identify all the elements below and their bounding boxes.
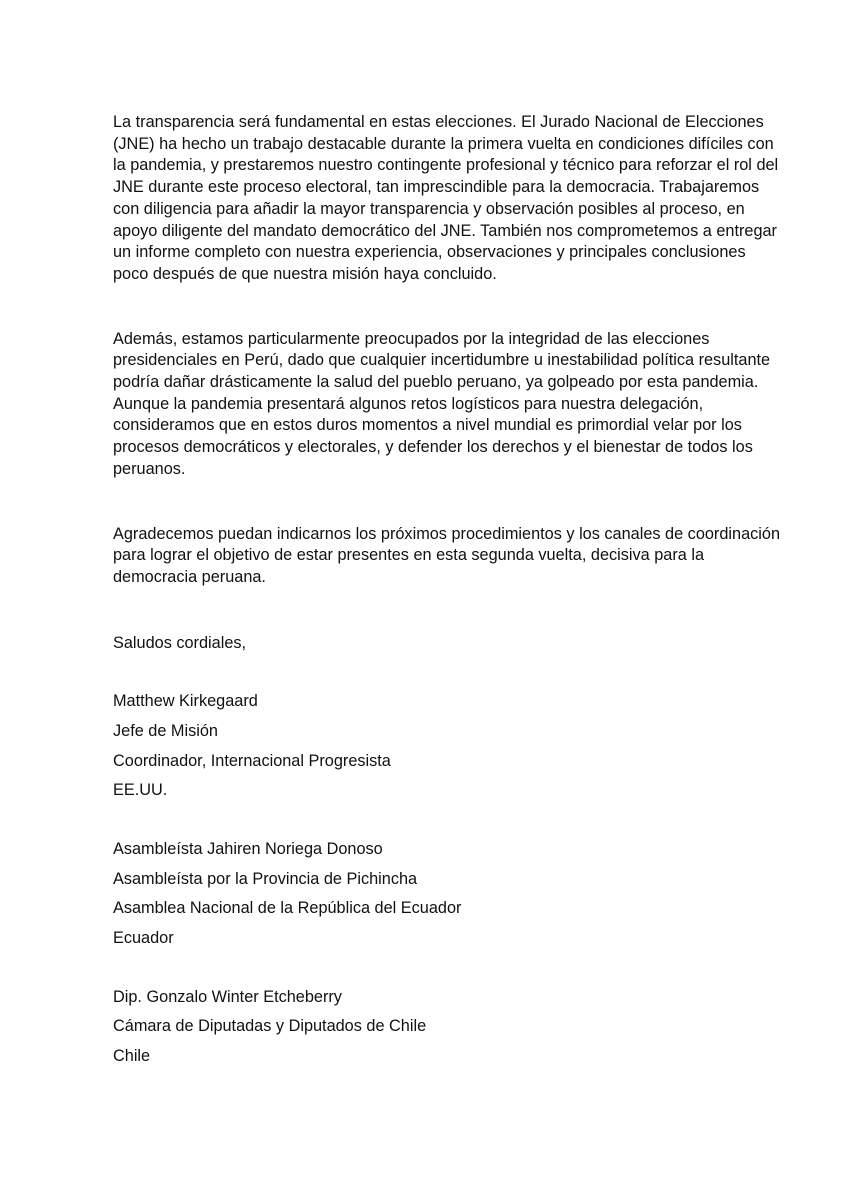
paragraph-line: Además, estamos particularmente preocupados por la integridad de las elecciones	[113, 329, 710, 348]
signatory-block-usa	[113, 687, 763, 806]
paragraph-line: Agradecemos puedan indicarnos los próximos procedimientos y los canales de coordinación	[113, 524, 780, 543]
signatory-country: Ecuador	[113, 929, 174, 948]
paragraph-line: con diligencia para añadir la mayor transparencia y observación posibles al proceso, en	[113, 199, 745, 218]
letter-body	[113, 112, 780, 1072]
paragraph-line: procesos democráticos y electorales, y defender los derechos y el bienestar de todos los	[113, 438, 753, 457]
paragraph-line: poco después de que nuestra misión haya concluido.	[113, 264, 497, 283]
paragraph-line: Aunque la pandemia presentará algunos retos logísticos para nuestra delegación,	[113, 394, 704, 413]
paragraph-line: la pandemia, y prestaremos nuestro contingente profesional y técnico para reforzar el rol del	[113, 156, 779, 175]
signatory-name: Matthew Kirkegaard	[113, 692, 258, 711]
signatory-title: Jefe de Misión	[113, 721, 218, 740]
signatory-organization: Cámara de Diputadas y Diputados de Chile	[113, 1017, 427, 1036]
paragraph-line: podría dañar drásticamente la salud del pueblo peruano, ya golpeado por esta pandemia.	[113, 373, 759, 392]
paragraph-concerns	[113, 329, 771, 481]
signatory-block-ecuador	[113, 835, 763, 954]
signatory-title: Asambleísta por la Provincia de Pichincha	[113, 869, 418, 888]
paragraph-line: consideramos que en estos duros momentos a nivel mundial es primordial velar por los	[113, 416, 742, 435]
paragraph-transparency	[113, 112, 779, 286]
signatory-name: Asambleísta Jahiren Noriega Donoso	[113, 839, 383, 858]
paragraph-line: peruanos.	[113, 459, 186, 478]
paragraph-request	[113, 524, 780, 589]
paragraph-line: JNE durante este proceso electoral, tan imprescindible para la democracia. Trabajaremos	[113, 178, 760, 197]
paragraph-line: La transparencia será fundamental en estas elecciones. El Jurado Nacional de Elecciones	[113, 113, 764, 131]
signatory-organization: Asamblea Nacional de la República del Ecuador	[113, 899, 462, 918]
paragraph-line: para lograr el objetivo de estar presentes en esta segunda vuelta, decisiva para la	[113, 546, 705, 565]
signatory-organization: Coordinador, Internacional Progresista	[113, 751, 391, 770]
paragraph-line: un informe completo con nuestra experiencia, observaciones y principales conclusiones	[113, 243, 746, 262]
closing-greeting: Saludos cordiales,	[113, 633, 247, 652]
paragraph-line: democracia peruana.	[113, 567, 266, 586]
paragraph-line: presidenciales en Perú, dado que cualquier incertidumbre u inestabilidad política resultante	[113, 351, 771, 370]
signatory-block-chile	[113, 983, 763, 1072]
paragraph-line: (JNE) ha hecho un trabajo destacable durante la primera vuelta en condiciones difíciles con	[113, 134, 774, 153]
signatory-country: EE.UU.	[113, 781, 168, 800]
paragraph-line: apoyo diligente del mandato democrático del JNE. También nos comprometemos a entregar	[113, 221, 777, 240]
signatory-name: Dip. Gonzalo Winter Etcheberry	[113, 987, 342, 1006]
signatory-country: Chile	[113, 1047, 151, 1066]
